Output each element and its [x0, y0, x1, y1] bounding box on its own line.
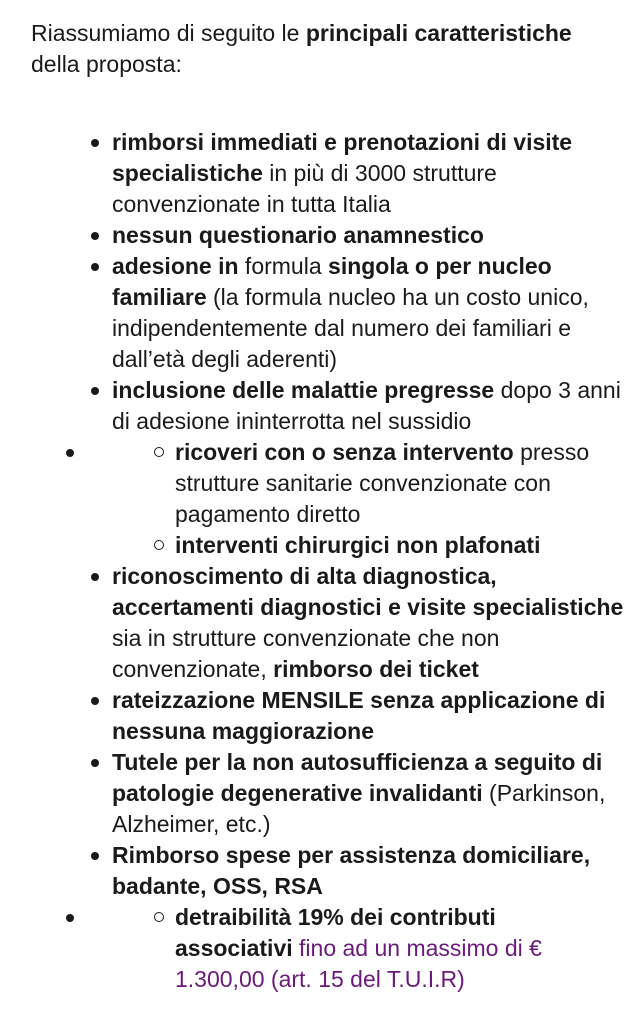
item-bold: rimborsi immediati e prenotazioni di visite specialistiche — [112, 129, 573, 186]
list-item-nested — [0, 902, 641, 995]
item-bold: rimborso dei ticket — [273, 656, 479, 682]
intro-bold: principali caratteristiche — [305, 20, 572, 46]
list-item — [0, 561, 641, 685]
sub-list-item — [0, 530, 627, 561]
sub-list-item — [0, 437, 627, 530]
intro-text-1: Riassumiamo di seguito le — [31, 20, 306, 46]
list-item-nested — [0, 437, 641, 561]
list-item — [0, 840, 641, 902]
sub-list-item — [0, 902, 627, 995]
bullet-icon — [91, 573, 99, 581]
item-bold: inclusione delle malattie pregresse — [112, 377, 495, 403]
item-bold: detraibilità 19% dei contributi associativi — [175, 904, 496, 961]
item-text: in più di 3000 strutture convenzionate in tutta Italia — [112, 160, 497, 217]
circle-bullet-icon — [154, 540, 164, 550]
features-list — [0, 127, 641, 995]
circle-bullet-icon — [154, 447, 164, 457]
bullet-icon — [91, 697, 99, 705]
item-text: formula — [238, 253, 329, 279]
item-bold: ricoveri con o senza intervento — [175, 439, 514, 465]
sub-list — [0, 902, 627, 995]
bullet-icon — [91, 387, 99, 395]
item-text: dopo 3 anni di adesione ininterrotta nel sussidio — [112, 377, 621, 434]
item-bold: Rimborso spese per assistenza domiciliare, badante, OSS, RSA — [112, 842, 591, 899]
item-bold: rateizzazione MENSILE senza applicazione di nessuna maggiorazione — [112, 687, 606, 744]
list-item — [0, 685, 641, 747]
bullet-icon — [91, 263, 99, 271]
item-bold: adesione in — [112, 253, 239, 279]
list-item — [0, 220, 641, 251]
item-text: (la formula nucleo ha un costo unico, indipendentemente dal numero dei familiari e dall’età degli aderenti) — [112, 284, 589, 372]
list-item — [0, 375, 641, 437]
list-item — [0, 127, 641, 220]
item-text: sia in strutture convenzionate che non convenzionate, — [112, 625, 500, 682]
sub-list — [0, 437, 627, 561]
item-bold: singola o per nucleo familiare — [112, 253, 552, 310]
circle-bullet-icon — [154, 912, 164, 922]
intro-paragraph — [31, 18, 611, 80]
bullet-icon — [91, 759, 99, 767]
bullet-icon — [91, 139, 99, 147]
item-bold: Tutele per la non autosufficienza a seguito di patologie degenerative invalidanti — [112, 749, 603, 806]
list-item — [0, 251, 641, 375]
list-item — [0, 747, 641, 840]
intro-text-2: della proposta: — [31, 51, 182, 77]
item-text: (Parkinson, Alzheimer, etc.) — [112, 780, 606, 837]
bullet-icon — [91, 852, 99, 860]
item-bold: interventi chirurgici non plafonati — [175, 532, 541, 558]
bullet-icon — [91, 232, 99, 240]
item-bold: riconoscimento di alta diagnostica, accertamenti diagnostici e visite specialistiche — [112, 563, 624, 620]
item-text: presso strutture sanitarie convenzionate con pagamento diretto — [175, 439, 590, 527]
item-text-highlight: fino ad un massimo di € 1.300,00 (art. 15 del T.U.I.R) — [175, 935, 542, 992]
item-bold: nessun questionario anamnestico — [112, 222, 484, 248]
